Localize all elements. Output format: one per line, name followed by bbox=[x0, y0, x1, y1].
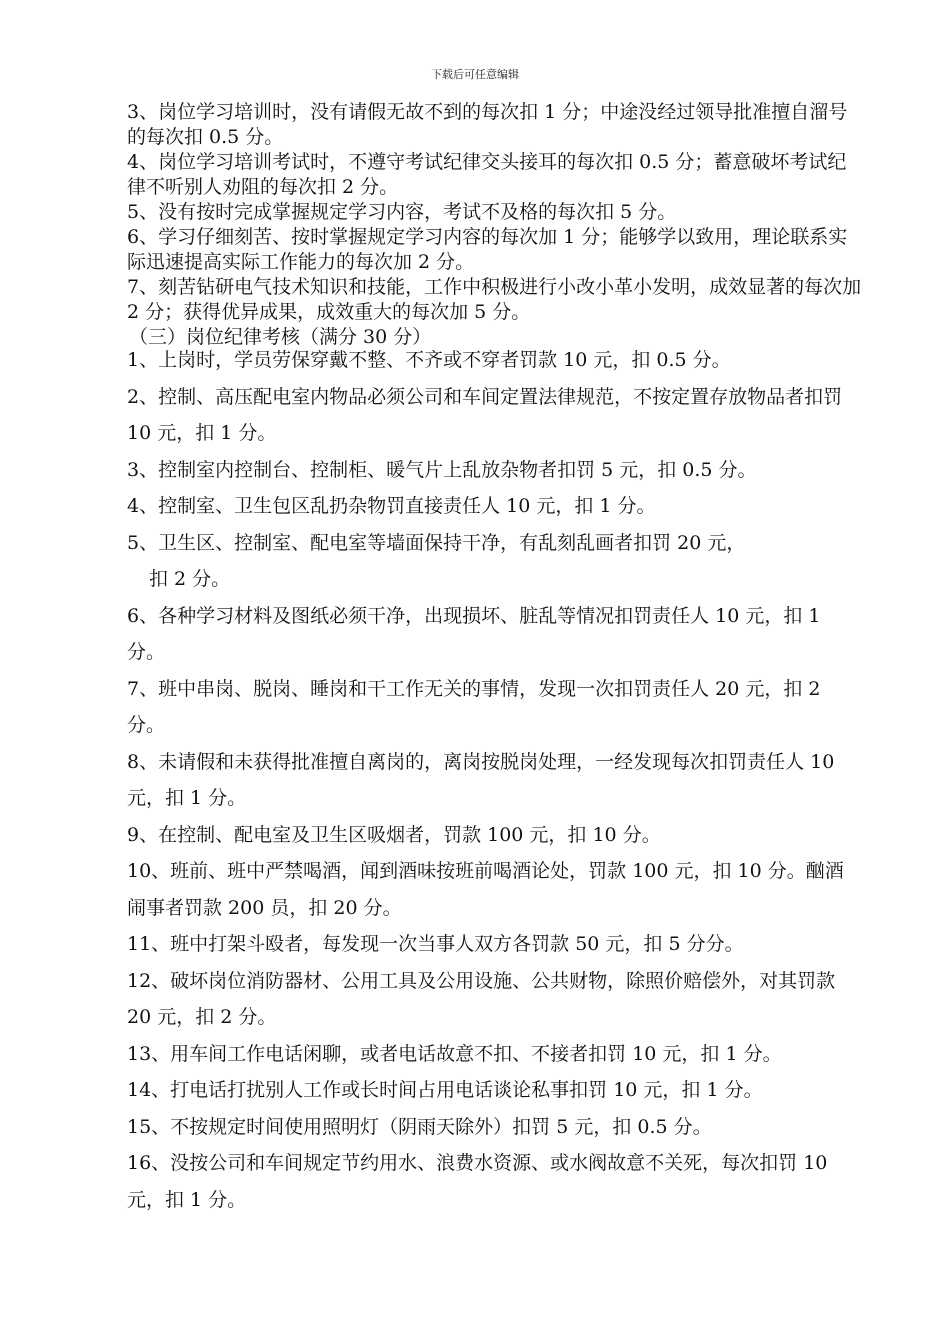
section3-list bbox=[127, 342, 862, 1218]
section3-heading: （三）岗位纪律考核（满分 30 分） bbox=[129, 326, 432, 348]
list-item: 8、未请假和未获得批准擅自离岗的，离岗按脱岗处理，一经发现每次扣罚责任人 10 元，扣 1 分。 bbox=[127, 750, 835, 809]
section2-list bbox=[127, 100, 862, 350]
list-item: 5、没有按时完成掌握规定学习内容，考试不及格的每次扣 5 分。 bbox=[127, 201, 677, 223]
list-item: 11、班中打架斗殴者，每发现一次当事人双方各罚款 50 元，扣 5 分分。 bbox=[127, 933, 744, 955]
list-item: 12、破坏岗位消防器材、公用工具及公用设施、公共财物，除照价赔偿外，对其罚款 20 元，扣 2 分。 bbox=[127, 969, 836, 1028]
list-item: 1、上岗时，学员劳保穿戴不整、不齐或不穿者罚款 10 元，扣 0.5 分。 bbox=[127, 349, 731, 371]
list-item: 7、刻苦钻研电气技术知识和技能，工作中积极进行小改小革小发明，成效显著的每次加 2 分；获得优异成果，成效重大的每次加 5 分。 bbox=[127, 276, 862, 323]
list-item: 3、控制室内控制台、控制柜、暖气片上乱放杂物者扣罚 5 元，扣 0.5 分。 bbox=[127, 458, 757, 481]
list-item: 14、打电话打扰别人工作或长时间占用电话谈论私事扣罚 10 元，扣 1 分。 bbox=[127, 1079, 763, 1101]
list-item: 6、各种学习材料及图纸必须干净，出现损坏、脏乱等情况扣罚责任人 10 元，扣 1 分。 bbox=[127, 604, 821, 663]
list-item: 7、班中串岗、脱岗、睡岗和干工作无关的事情，发现一次扣罚责任人 20 元，扣 2 分。 bbox=[127, 677, 821, 736]
list-item: 4、岗位学习培训考试时，不遵守考试纪律交头接耳的每次扣 0.5 分；蓄意破坏考试纪律不听别人劝阻的每次扣 2 分。 bbox=[127, 151, 847, 198]
list-item: 3、岗位学习培训时，没有请假无故不到的每次扣 1 分；中途没经过领导批准擅自溜号的每次扣 0.5 分。 bbox=[127, 101, 848, 148]
list-item-continuation: 扣 2 分。 bbox=[149, 568, 231, 590]
list-item: 6、学习仔细刻苦、按时掌握规定学习内容的每次加 1 分；能够学以致用，理论联系实际迅速提高实际工作能力的每次加 2 分。 bbox=[127, 226, 848, 273]
list-item: 9、在控制、配电室及卫生区吸烟者，罚款 100 元，扣 10 分。 bbox=[127, 823, 661, 846]
list-item: 4、控制室、卫生包区乱扔杂物罚直接责任人 10 元，扣 1 分。 bbox=[127, 495, 656, 517]
list-item: 15、不按规定时间使用照明灯（阴雨天除外）扣罚 5 元，扣 0.5 分。 bbox=[127, 1115, 712, 1138]
page-header: 下载后可任意编辑 bbox=[431, 68, 519, 81]
list-item: 16、没按公司和车间规定节约用水、浪费水资源、或水阀故意不关死，每次扣罚 10 元，扣 1 分。 bbox=[127, 1152, 828, 1211]
list-item: 13、用车间工作电话闲聊，或者电话故意不扣、不接者扣罚 10 元，扣 1 分。 bbox=[127, 1042, 782, 1065]
list-item: 10、班前、班中严禁喝酒，闻到酒味按班前喝酒论处，罚款 100 元，扣 10 分。酗酒闹事者罚款 200 员，扣 20 分。 bbox=[127, 860, 844, 919]
list-item: 2、控制、高压配电室内物品必须公司和车间定置法律规范，不按定置存放物品者扣罚 10 元，扣 1 分。 bbox=[127, 385, 843, 444]
list-item: 5、卫生区、控制室、配电室等墙面保持干净，有乱刻乱画者扣罚 20 元， bbox=[127, 531, 746, 554]
